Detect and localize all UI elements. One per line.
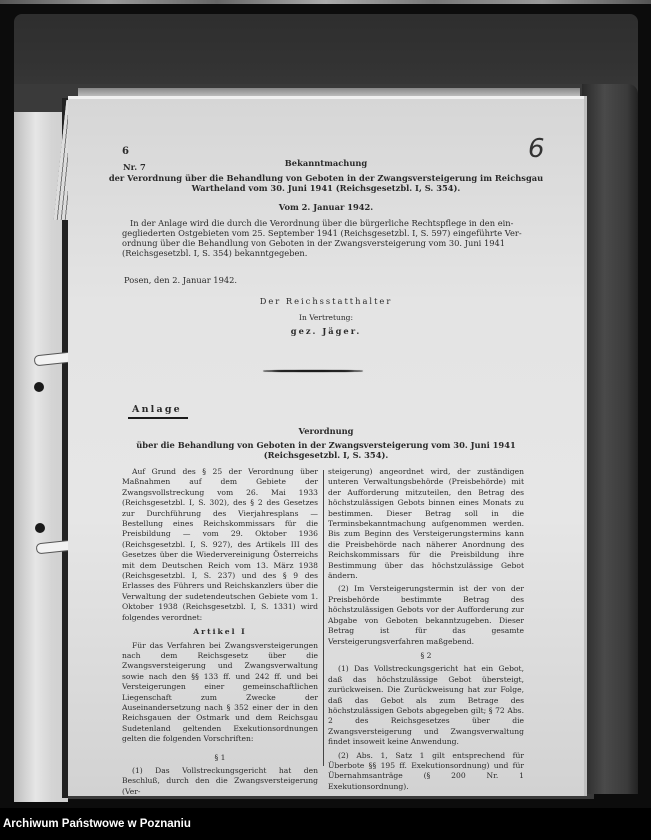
signatory-role: In Vertretung: [299,313,353,322]
notice-number: Nr. 7 [123,162,146,172]
annex-subtitle-line1: über die Behandlung von Geboten in der Zwangsversteigerung vom 30. Juni 1941 [136,440,516,450]
notice-body-line: (Reichsgesetzbl. I, S. 354) bekanntgegeben. [122,248,308,258]
section2-para2: (2) Abs. 1, Satz 1 gilt entsprechend für Überbote §§ 195 ff. Exekutionsordnung) und für Übernahmsanträge (§ 200 Nr. 1 Exekutionsordnung). [328,750,524,791]
section1-para1-cont: steigerung) angeordnet wird, der zuständigen unteren Verwaltungsbehörde (Preisbehörde) mit der Aufforderung mitzuteilen, den Betrag des höchstzulässigen Gebots binnen eines Monats zu bestimmen. Dieser Betrag soll in die Terminsbekanntmachung aufgenommen werden. Bis zum Beginn des Versteigerungstermins kann die Preisbehörde nach näherer Anordnung des Reichskommissars für die Preisbildung ihre Bestimmung über das höchstzulässige Gebot ändern. [328,467,524,581]
article-heading: Artikel I [193,627,247,637]
notice-title-line1: der Verordnung über die Behandlung von Geboten in der Zwangsversteigerung im Reichsgau [108,173,544,183]
place-date: Posen, den 2. Januar 1942. [124,275,238,285]
section2-para1: (1) Das Vollstreckungsgericht hat ein Gebot, daß das höchstzulässige Gebot übersteigt, zurückweisen. Die Zurückweisung hat zur Folge, daß das Gebot als zum Betrage des höchstzulässigen Gebots abgegeben gilt; § 72 Abs. 2 des Reichsgesetzes über die Zwangsversteigerung und Zwangsverwaltung findet insoweit keine Anwendung. [328,664,524,747]
section1-para1-start: (1) Das Vollstreckungsgericht hat den Beschluß, durch den die Zwangsversteigerung (Ver- [122,765,318,796]
column-rule [323,470,324,766]
annex-title: Verordnung [298,426,354,436]
folder-cover-right-edge [582,84,638,794]
preamble-text: Auf Grund des § 25 der Verordnung über Maßnahmen auf dem Gebiete der Zwangsvollstreckung vom 26. Mai 1933 (Reichsgesetzbl. I, S. 302), des § 2 des Gesetzes zur Durchführung des Vierjahresplans — Bestellung eines Reichskommissars für die Preisbildung — vom 29. Oktober 1936 (Reichsgesetzbl. I, S. 927), des Artikels III des Gesetzes über die Wiedervereinigung Österreichs mit dem Deutschen Reich vom 13. März 1938 (Reichsgesetzbl. I, S. 237) und des § 9 des Erlasses des Führers und Reichskanzlers über die Verwaltung der sudetendeutschen Gebiete vom 1. Oktober 1938 (Reichsgesetzbl. I, S. 1331) wird folgendes verordnet: [122,467,318,622]
section-divider [263,370,363,372]
notice-body-line: ordnung über die Behandlung von Geboten in der Zwangsversteigerung vom 30. Juni 1941 [122,238,506,248]
document-content [68,96,584,796]
page-number: 6 [122,146,129,157]
signatory-name: gez. Jäger. [290,326,362,336]
film-edge-strip [0,0,651,4]
notice-body-line: In der Anlage wird die durch die Verordnung über die bürgerliche Rechtspflege in den ein- [130,218,514,228]
handwritten-page-number: 6 [528,134,545,164]
punch-hole-icon [34,382,44,392]
annex-subtitle-line2: (Reichsgesetzbl. I, S. 354). [263,450,389,460]
notice-heading: Bekanntmachung [284,158,368,168]
notice-body-line: gegliederten Ostgebieten vom 25. September 1941 (Reichsgesetzbl. I, S. 597) eingeführte Ver- [122,228,522,238]
document-page [68,96,587,796]
section1-heading: § 1 [214,752,226,762]
right-column [328,467,524,792]
article-text: Für das Verfahren bei Zwangsversteigerungen nach dem Reichsgesetz über die Zwangsversteigerung und Zwangsverwaltung sowie nach den §§ 133 ff. und 242 ff. und bei Versteigerungen einer gemeinschaftlichen Liegenschaft zum Zwecke der Auseinandersetzung nach § 352 einer der in den Reichsgauen der Ostmark und dem Reichsgau Sudetenland geltenden Exekutionsordnungen gelten die folgenden Vorschriften: [122,640,318,744]
section1-para2: (2) Im Versteigerungstermin ist der von der Preisbehörde bestimmte Betrag des höchstzulässigen Gebots vor der Aufforderung zur Abgabe von Geboten bekanntzugeben. Dieser Betrag ist für das gesamte Versteigerungsverfahren maßgebend. [328,584,524,646]
punch-hole-icon [35,523,45,533]
notice-date: Vom 2. Januar 1942. [278,202,374,212]
annex-label: Anlage [128,404,188,419]
notice-title-line2: Wartheland vom 30. Juni 1941 (Reichsgesetzbl. I, S. 354). [191,183,461,193]
signatory-title: Der Reichsstatthalter [259,296,393,306]
archive-caption: Archiwum Państwowe w Poznaniu [3,818,191,830]
left-column [122,467,318,797]
section2-heading: § 2 [420,650,432,660]
